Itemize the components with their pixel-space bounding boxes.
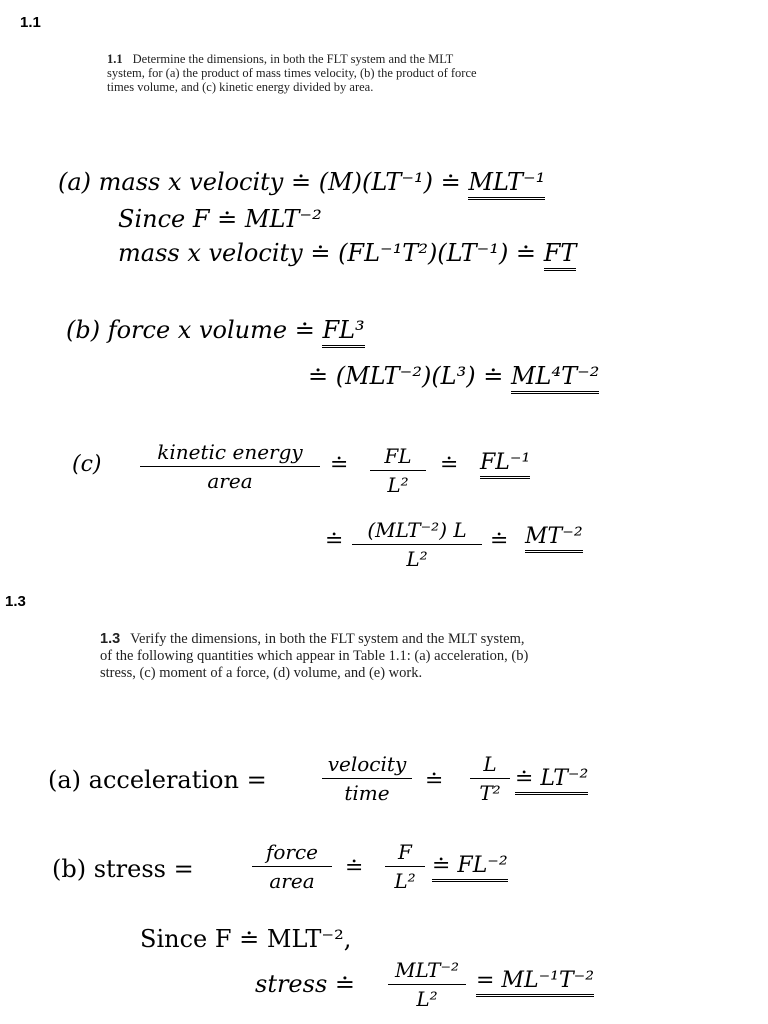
solution-1-3-stress-label: stress ≐: [255, 970, 356, 998]
solution-1-1-a-line1: (a) mass x velocity ≐ (M)(LT⁻¹) ≐ MLT⁻¹: [58, 168, 545, 196]
fraction-numerator: velocity: [322, 752, 412, 779]
equals-sign: ≐: [425, 768, 444, 793]
fraction-numerator: FL: [370, 444, 426, 471]
fraction-velocity-over-time: [322, 752, 412, 805]
section-label-1-1: 1.1: [20, 14, 41, 31]
fraction-mlt-l-over-l2: [352, 518, 482, 571]
solution-1-1-a-line2: Since F ≐ MLT⁻²: [118, 205, 322, 233]
answer-b1: FL³: [322, 316, 364, 348]
solution-1-1-b-line2: ≐ (MLT⁻²)(L³) ≐ ML⁴T⁻²: [308, 362, 599, 390]
problem-number: 1.1: [107, 52, 123, 66]
answer-1-3-a: ≐ LT⁻²: [515, 766, 588, 791]
problem-1-1-statement: [107, 52, 479, 94]
fraction-fl-over-l2: [370, 444, 426, 497]
answer-1-3-stress: = ML⁻¹T⁻²: [476, 968, 594, 993]
equals-sign: ≐: [440, 452, 459, 477]
answer-a2: FT: [544, 239, 577, 271]
equals-sign: ≐: [325, 528, 344, 553]
fraction-denominator: time: [344, 781, 390, 805]
answer-b2: ML⁴T⁻²: [511, 362, 599, 394]
answer-a1: MLT⁻¹: [468, 168, 545, 200]
answer-1-3-b: ≐ FL⁻²: [432, 853, 508, 878]
fraction-numerator: F: [385, 840, 425, 867]
solution-1-1-a-line3: mass x velocity ≐ (FL⁻¹T²)(LT⁻¹) ≐ FT: [118, 239, 576, 267]
solution-1-3-b-label: (b) stress =: [52, 855, 194, 883]
fraction-denominator: T²: [479, 781, 501, 805]
equals-sign: ≐: [490, 528, 509, 553]
fraction-mlt-over-l2: [388, 958, 466, 1011]
fraction-force-over-area: [252, 840, 332, 893]
fraction-denominator: L²: [387, 473, 409, 497]
equals-sign: ≐: [345, 855, 364, 880]
section-label-1-3: 1.3: [5, 593, 26, 610]
problem-number: 1.3: [100, 631, 121, 647]
solution-1-1-b-line1: (b) force x volume ≐ FL³: [66, 316, 365, 344]
fraction-denominator: area: [269, 869, 315, 893]
solution-1-1-c-label: (c): [72, 452, 102, 477]
fraction-denominator: area: [207, 469, 253, 493]
fraction-numerator: force: [252, 840, 332, 867]
problem-text: Verify the dimensions, in both the FLT system and the MLT system, of the following quantities which appear in Table 1.1: (a) acceleration, (b) stress, (c) moment of a force, (d) volume, and (e) work.: [100, 631, 529, 681]
fraction-denominator: L²: [406, 547, 428, 571]
answer-c2: MT⁻²: [525, 524, 583, 549]
fraction-numerator: kinetic energy: [140, 440, 320, 467]
fraction-denominator: L²: [416, 987, 438, 1011]
solution-1-3-a-label: (a) acceleration =: [48, 766, 267, 794]
fraction-numerator: (MLT⁻²) L: [352, 518, 482, 545]
answer-c1: FL⁻¹: [480, 450, 530, 475]
fraction-ke-over-area: [140, 440, 320, 493]
fraction-denominator: L²: [394, 869, 416, 893]
problem-text: Determine the dimensions, in both the FLT system and the MLT system, for (a) the product of mass times velocity, (b) the product of force times volume, and (c) kinetic energy divided by area.: [107, 52, 477, 94]
fraction-l-over-t2: [470, 752, 510, 805]
equals-sign: ≐: [330, 452, 349, 477]
fraction-numerator: L: [470, 752, 510, 779]
problem-1-3-statement: [100, 631, 538, 682]
fraction-f-over-l2: [385, 840, 425, 893]
fraction-numerator: MLT⁻²: [388, 958, 466, 985]
solution-1-3-since: Since F ≐ MLT⁻²,: [140, 925, 352, 953]
